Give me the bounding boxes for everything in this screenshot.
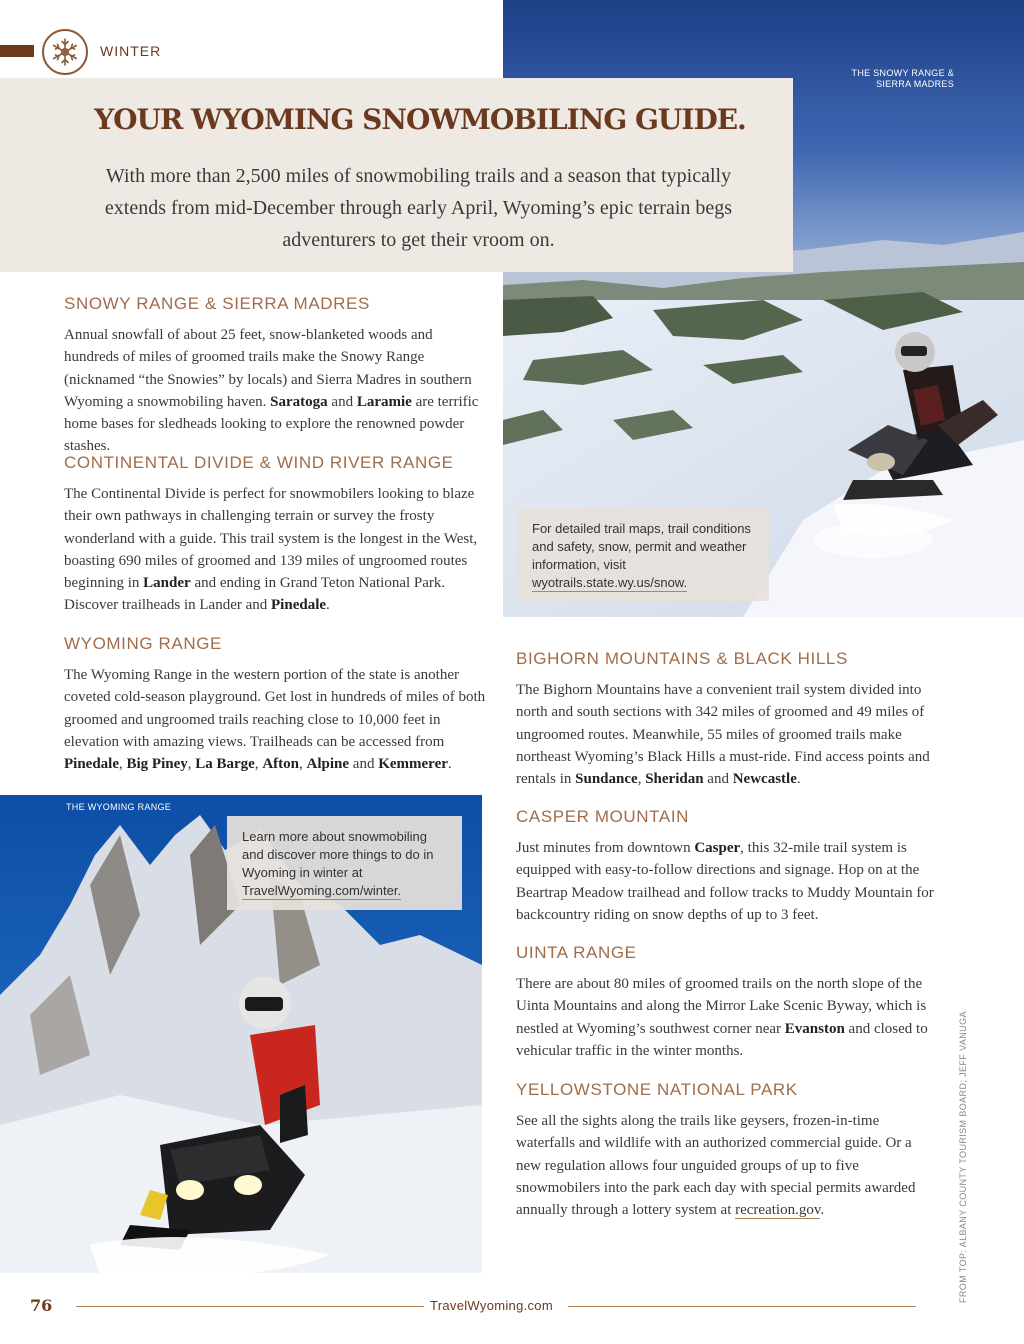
wyoming-text-part: .: [447, 756, 452, 773]
place-la-barge: La Barge: [195, 756, 255, 773]
place-afton: Afton: [262, 756, 300, 773]
place-saratoga: Saratoga: [270, 393, 328, 410]
yellowstone-text: [516, 1110, 916, 1221]
wyoming-text-part: ,: [299, 756, 307, 773]
place-sundance: Sundance: [575, 771, 638, 788]
snowy-range-text-part: are terrific home bases for sledheads looking to explore the renowned powder stashes.: [64, 393, 479, 455]
casper-text-part: Just minutes from downtown: [516, 840, 695, 856]
bighorn-text-part: and: [703, 771, 733, 788]
place-big-piney: Big Piney: [126, 756, 188, 773]
wyoming-text-part: ,: [119, 756, 127, 773]
place-kemmerer: Kemmerer: [378, 756, 448, 773]
snowy-range-text-part: and: [327, 393, 357, 410]
place-alpine: Alpine: [306, 756, 350, 773]
heading-yellowstone: YELLOWSTONE NATIONAL PARK: [516, 1080, 798, 1099]
wyoming-text-part: ,: [254, 756, 263, 773]
section-bar: [0, 45, 34, 57]
uinta-range-text: [516, 973, 928, 1062]
continental-divide-text: [64, 483, 484, 617]
recreation-gov-link[interactable]: recreation.gov: [735, 1202, 821, 1219]
uinta-text-part: There are about 80 miles of groomed trails on the north slope of the Uinta Mountains and along the Mirror Lake Scenic Byway, which is nestled at Wyoming’s southwest corner near: [516, 976, 927, 1037]
heading-bighorn-mountains: BIGHORN MOUNTAINS & BLACK HILLS: [516, 649, 848, 668]
wyoming-text-part: The Wyoming Range in the western portion of the state is another coveted cold-season playground. Get lost in hundreds of miles of both groomed and ungroomed trails reaching close to 10,000 feet in elevation with amazing views. Trailheads can be accessed from: [64, 667, 486, 750]
footer-rule-left: [76, 1306, 424, 1307]
footer-site-link[interactable]: TravelWyoming.com: [430, 1298, 553, 1313]
wyoming-range-photo-caption: THE WYOMING RANGE: [66, 802, 172, 812]
place-laramie: Laramie: [356, 393, 412, 410]
wyoming-text-part: and: [349, 756, 379, 773]
place-evanston: Evanston: [784, 1020, 845, 1037]
heading-snowy-range: SNOWY RANGE & SIERRA MADRES: [64, 294, 370, 313]
trail-maps-info-box: [517, 508, 769, 601]
casper-text-part: , this 32-mile trail system is equipped with easy-to-follow directions and signage. Hop on at the Beartrap Meadow trailhead and follow tracks to Muddy Mountain for backcountry riding on snow depths of up to 3 feet.: [516, 840, 934, 923]
place-lander: Lander: [143, 575, 191, 592]
section-label: WINTER: [100, 43, 162, 59]
wyoming-range-text: [64, 664, 489, 775]
snowy-range-text-part: Annual snowfall of about 25 feet, snow-blanketed woods and hundreds of miles of groomed trails make the Snowy Range (nicknamed “the Snowies” by locals) and Sierra Madres in southern Wyoming a snowmobiling haven.: [64, 327, 472, 410]
casper-mountain-text: [516, 837, 948, 926]
trail-maps-link[interactable]: wyotrails.state.wy.us/snow.: [532, 575, 688, 590]
wyoming-text-part: ,: [187, 756, 196, 773]
yellowstone-text-part: .: [820, 1202, 825, 1219]
trail-maps-info-text: For detailed trail maps, trail conditions and safety, snow, permit and weather information, visit: [532, 521, 751, 572]
page-number: 76: [30, 1296, 53, 1315]
heading-wyoming-range: WYOMING RANGE: [64, 634, 222, 653]
footer-rule-right: [568, 1306, 916, 1307]
snowflake-badge: [42, 29, 88, 75]
continental-text-part: and ending in Grand Teton National Park. Discover trailheads in Lander and: [64, 575, 446, 614]
continental-text-part: The Continental Divide is perfect for snowmobilers looking to blaze their own pathways in challenging terrain or survey the frosty wonderland with a guide. This trail system is the longest in the West, boasting 690 miles of groomed and 139 miles of ungroomed routes beginning in: [64, 486, 478, 592]
page-title: YOUR WYOMING SNOWMOBILING GUIDE.: [94, 103, 746, 136]
bighorn-text-part: .: [796, 771, 801, 788]
place-pinedale: Pinedale: [271, 597, 327, 614]
heading-casper-mountain: CASPER MOUNTAIN: [516, 807, 690, 826]
bighorn-text-part: ,: [637, 771, 646, 788]
learn-more-info-text: Learn more about snowmobiling and discover more things to do in Wyoming in winter at: [242, 829, 434, 880]
snowflake-icon: [50, 37, 80, 67]
place-pinedale: Pinedale: [64, 756, 119, 773]
intro-text: With more than 2,500 miles of snowmobiling trails and a season that typically extends from mid-December through early April, Wyoming’s epic terrain begs adventurers to get their vroom on.: [104, 165, 733, 251]
snowy-range-photo-caption: THE SNOWY RANGE & SIERRA MADRES: [851, 68, 954, 89]
place-casper: Casper: [694, 840, 741, 856]
snowy-range-text: [64, 324, 489, 458]
yellowstone-text-part: See all the sights along the trails like geysers, frozen-in-time waterfalls and wildlife with an authorized commercial guide. Or a new regulation allows four unguided groups of up to five snowmobilers into the park each day with special permits awarded annually through a lottery system at: [516, 1113, 916, 1219]
travel-wyoming-winter-link[interactable]: TravelWyoming.com/winter.: [242, 883, 402, 898]
uinta-text-part: and closed to vehicular traffic in the winter months.: [516, 1020, 928, 1059]
learn-more-info-box: [227, 816, 462, 910]
photo-credit: FROM TOP: ALBANY COUNTY TOURISM BOARD; JEFF VANUGA: [958, 1011, 968, 1303]
place-newcastle: Newcastle: [732, 771, 797, 788]
bighorn-text-part: The Bighorn Mountains have a convenient trail system divided into north and south sections with 342 miles of groomed and 49 miles of ungroomed routes. Meanwhile, 55 miles of groomed trails make northeast Wyoming’s Black Hills a must-ride. Find access points and rentals in: [516, 682, 930, 788]
bighorn-mountains-text: [516, 679, 944, 790]
place-sheridan: Sheridan: [645, 771, 704, 788]
heading-uinta-range: UINTA RANGE: [516, 943, 637, 962]
heading-continental-divide: CONTINENTAL DIVIDE & WIND RIVER RANGE: [64, 453, 454, 472]
continental-text-part: .: [326, 597, 330, 614]
